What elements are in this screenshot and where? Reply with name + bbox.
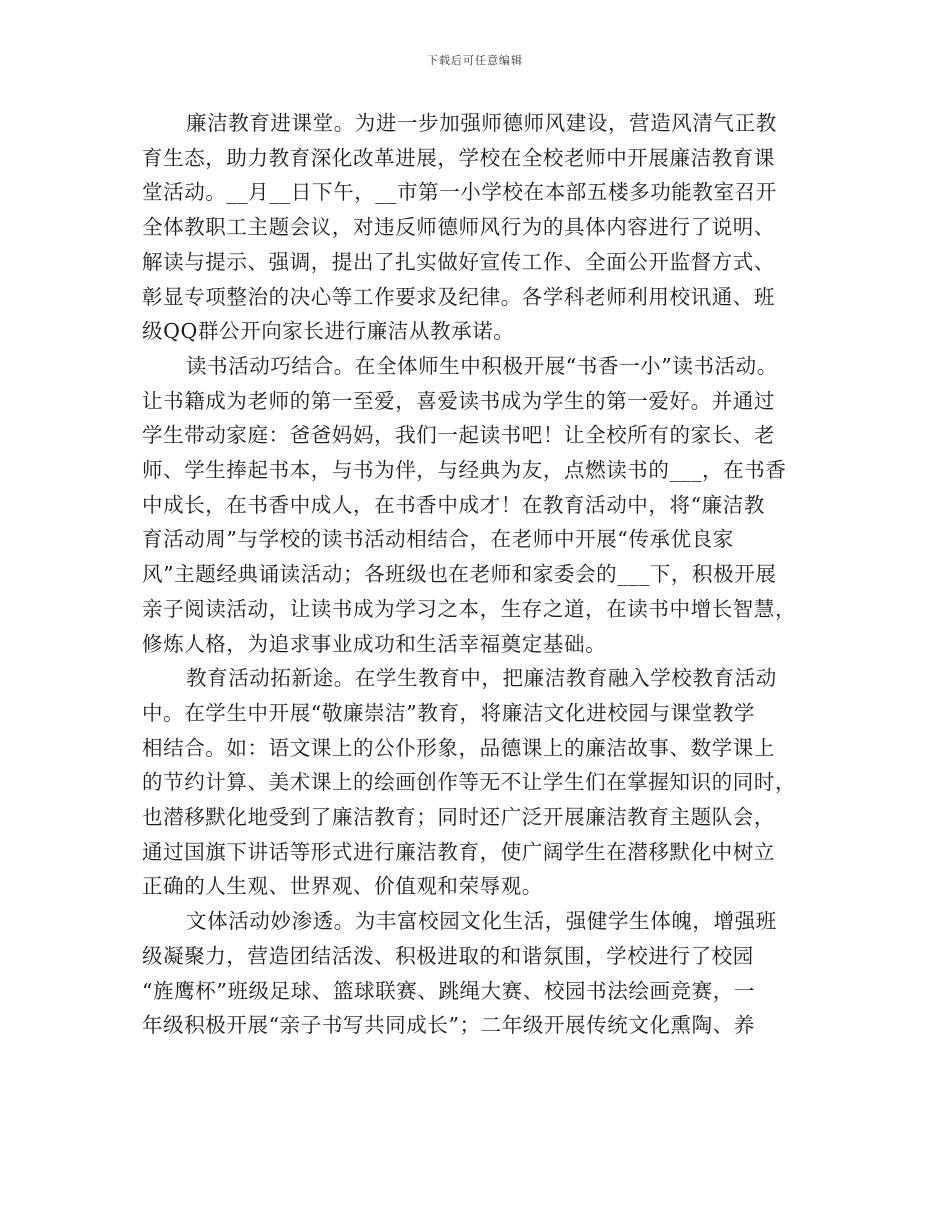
text-line: 育生态，助力教育深化改革进展，学校在全校老师中开展廉洁教育课 (142, 145, 775, 170)
paragraph-reading-activity (142, 349, 822, 661)
text-line: 教育活动拓新途。在学生教育中，把廉洁教育融入学校教育活动 (186, 666, 777, 691)
paragraph-sports-activity (142, 904, 822, 1043)
text-line: 修炼人格，为追求事业成功和生活幸福奠定基础。 (142, 631, 607, 656)
text-line: 读书活动巧结合。在全体师生中积极开展“书香一小”读书活动。 (186, 353, 778, 378)
text-line: 相结合。如：语文课上的公仆形象，品德课上的廉洁故事、数学课上 (142, 735, 775, 760)
text-line: “旌鹰杯”班级足球、篮球联赛、跳绳大赛、校园书法绘画竞赛，一 (142, 978, 755, 1003)
text-line: 通过国旗下讲话等形式进行廉洁教育，使广阔学生在潜移默化中树立 (142, 839, 775, 864)
text-line: 年级积极开展“亲子书写共同成长”；二年级开展传统文化熏陶、养 (142, 1013, 755, 1038)
text-line: 也潜移默化地受到了廉洁教育；同时还广泛开展廉洁教育主题队会， (142, 805, 775, 830)
text-line: 亲子阅读活动，让读书成为学习之本，生存之道，在读书中增长智慧， (142, 596, 797, 621)
text-line: 级凝聚力，营造团结活泼、积极进取的和谐氛围，学校进行了校园 (142, 943, 754, 968)
text-line: 全体教职工主题会议，对违反师德师风行为的具体内容进行了说明、 (142, 215, 775, 240)
page-header: 下载后可任意编辑 (427, 54, 523, 67)
text-line: 学生带动家庭：爸爸妈妈，我们一起读书吧！让全校所有的家长、老 (142, 423, 775, 448)
text-line: 廉洁教育进课堂。为进一步加强师德师风建设，营造风清气正教 (186, 111, 777, 135)
text-line: 级QQ群公开向家长进行廉洁从教承诺。 (142, 319, 515, 344)
text-line: 师、学生捧起书本，与书为伴，与经典为友，点燃读书的___，在书香 (142, 458, 787, 483)
text-line: 正确的人生观、世界观、价值观和荣辱观。 (142, 874, 543, 899)
text-line: 中。在学生中开展“敬廉崇洁”教育，将廉洁文化进校园与课堂教学 (142, 700, 755, 725)
text-line: 风”主题经典诵读活动；各班级也在老师和家委会的___下，积极开展 (142, 562, 777, 587)
document-body (142, 106, 822, 1043)
text-line: 中成长，在书香中成人，在书香中成才！在教育活动中，将“廉洁教 (142, 492, 765, 517)
text-line: 解读与提示、强调，提出了扎实做好宣传工作、全面公开监督方式、 (142, 249, 775, 274)
text-line: 堂活动。__月__日下午，__市第一小学校在本部五楼多功能教室召开 (142, 180, 777, 205)
text-line: 育活动周”与学校的读书活动相结合，在老师中开展“传承优良家 (142, 527, 734, 552)
text-line: 让书籍成为老师的第一至爱，喜爱读书成为学生的第一爱好。并通过 (142, 388, 775, 413)
paragraph-education-activity (142, 661, 822, 904)
paragraph-integrity-education (142, 106, 822, 349)
text-line: 文体活动妙渗透。为丰富校园文化生活，强健学生体魄，增强班 (186, 909, 777, 934)
text-line: 彰显专项整治的决心等工作要求及纪律。各学科老师利用校讯通、班 (142, 284, 775, 309)
text-line: 的节约计算、美术课上的绘画创作等无不让学生们在掌握知识的同时， (142, 770, 797, 795)
